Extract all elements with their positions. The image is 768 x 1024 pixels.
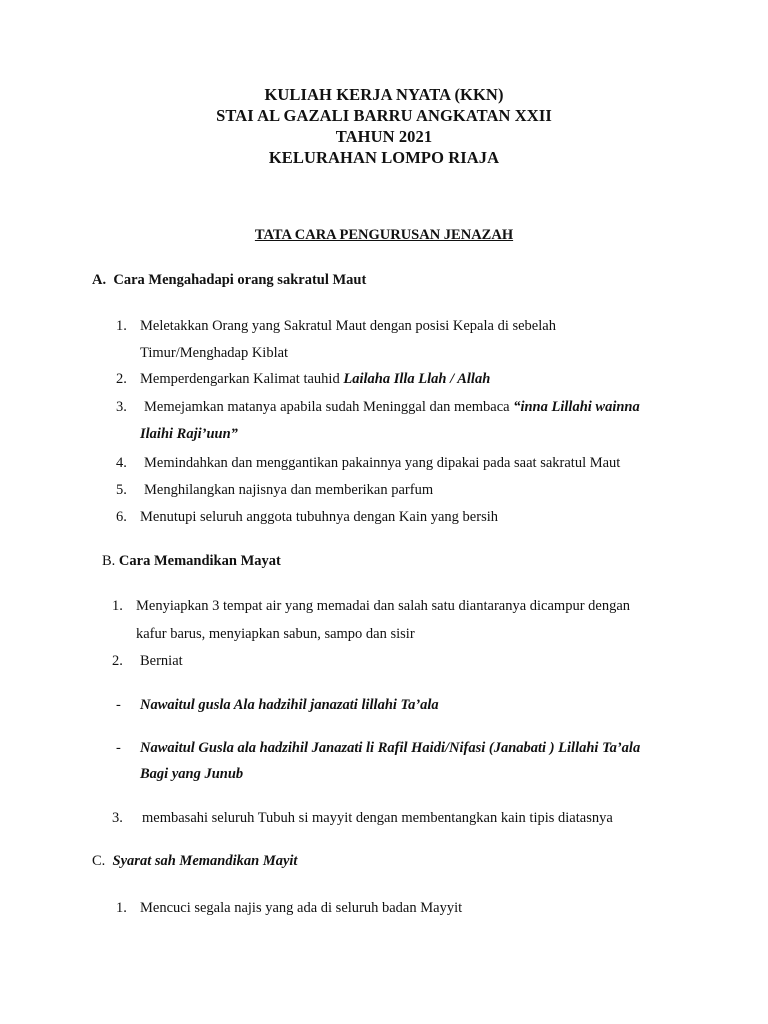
section-b-dash-item-2-cont: Bagi yang Junub: [140, 766, 244, 782]
list-text: Meletakkan Orang yang Sakratul Maut dengan posisi Kepala di sebelah: [140, 318, 556, 334]
list-text: Memejamkan matanya apabila sudah Meninggal dan membaca: [144, 399, 514, 415]
section-b-item-3: [112, 810, 613, 827]
list-number: 1.: [116, 900, 127, 916]
section-c-title: Syarat sah Memandikan Mayit: [112, 853, 298, 869]
section-a-item-1-cont: Timur/Menghadap Kiblat: [140, 345, 289, 361]
section-b-item-2: [112, 653, 183, 670]
list-number: 3.: [112, 810, 123, 826]
section-a-item-5: [116, 482, 433, 499]
list-text: Menghilangkan najisnya dan memberikan parfum: [144, 482, 434, 498]
document-header: [0, 84, 768, 168]
list-number: 2.: [116, 371, 127, 387]
section-c-heading: [92, 853, 297, 870]
section-b-item-1-cont: kafur barus, menyiapkan sabun, sampo dan sisir: [136, 626, 415, 642]
section-b-item-1: [112, 598, 630, 615]
list-number: 3.: [116, 399, 127, 415]
list-text: Menyiapkan 3 tempat air yang memadai dan salah satu diantaranya dicampur dengan: [136, 598, 631, 614]
section-c-label: C.: [92, 853, 106, 869]
section-a-item-2: [116, 371, 490, 388]
section-b-title: Cara Memandikan Mayat: [118, 553, 281, 569]
document-title: TATA CARA PENGURUSAN JENAZAH: [254, 227, 514, 243]
section-a-item-3: [116, 399, 640, 416]
list-text: Nawaitul Gusla ala hadzihil Janazati li Rafil Haidi/Nifasi (Janabati ) Lillahi Ta’ala: [140, 740, 641, 756]
section-a-item-4: [116, 455, 620, 472]
list-emphasis: “inna Lillahi wainna: [513, 399, 640, 415]
section-a-item-6: [116, 509, 498, 526]
list-number: 6.: [116, 509, 127, 525]
section-c-item-1: [116, 900, 462, 917]
dash-marker: -: [116, 740, 121, 756]
list-emphasis: Lailaha Illa Llah / Allah: [343, 371, 491, 387]
section-b-label: B.: [102, 553, 116, 569]
section-a-item-3-cont: Ilaihi Raji’uun”: [140, 426, 238, 442]
list-number: 5.: [116, 482, 127, 498]
section-a-title: Cara Mengahadapi orang sakratul Maut: [113, 272, 367, 288]
dash-marker: -: [116, 697, 121, 713]
header-line-2: STAI AL GAZALI BARRU ANGKATAN XXII: [216, 106, 552, 125]
header-line-4: KELURAHAN LOMPO RIAJA: [268, 148, 500, 167]
list-text: membasahi seluruh Tubuh si mayyit dengan membentangkan kain tipis diatasnya: [142, 810, 613, 826]
section-b-dash-item-2: [116, 740, 640, 757]
list-text: Berniat: [140, 653, 183, 669]
header-line-3: TAHUN 2021: [335, 127, 433, 146]
list-number: 2.: [112, 653, 123, 669]
list-text: Menutupi seluruh anggota tubuhnya dengan Kain yang bersih: [140, 509, 498, 525]
list-number: 4.: [116, 455, 127, 471]
section-a-label: A.: [92, 272, 107, 288]
list-number: 1.: [116, 318, 127, 334]
list-text: Nawaitul gusla Ala hadzihil janazati lillahi Ta’ala: [140, 697, 439, 713]
section-a-heading: [92, 272, 366, 289]
section-a-item-1: [116, 318, 556, 335]
list-number: 1.: [112, 598, 123, 614]
list-text: Mencuci segala najis yang ada di seluruh badan Mayyit: [140, 900, 463, 916]
list-text: Memperdengarkan Kalimat tauhid: [140, 371, 344, 387]
section-b-dash-item-1: [116, 697, 439, 714]
header-line-1: KULIAH KERJA NYATA (KKN): [264, 85, 504, 104]
section-b-heading: [102, 553, 281, 570]
list-text: Memindahkan dan menggantikan pakainnya yang dipakai pada saat sakratul Maut: [144, 455, 621, 471]
